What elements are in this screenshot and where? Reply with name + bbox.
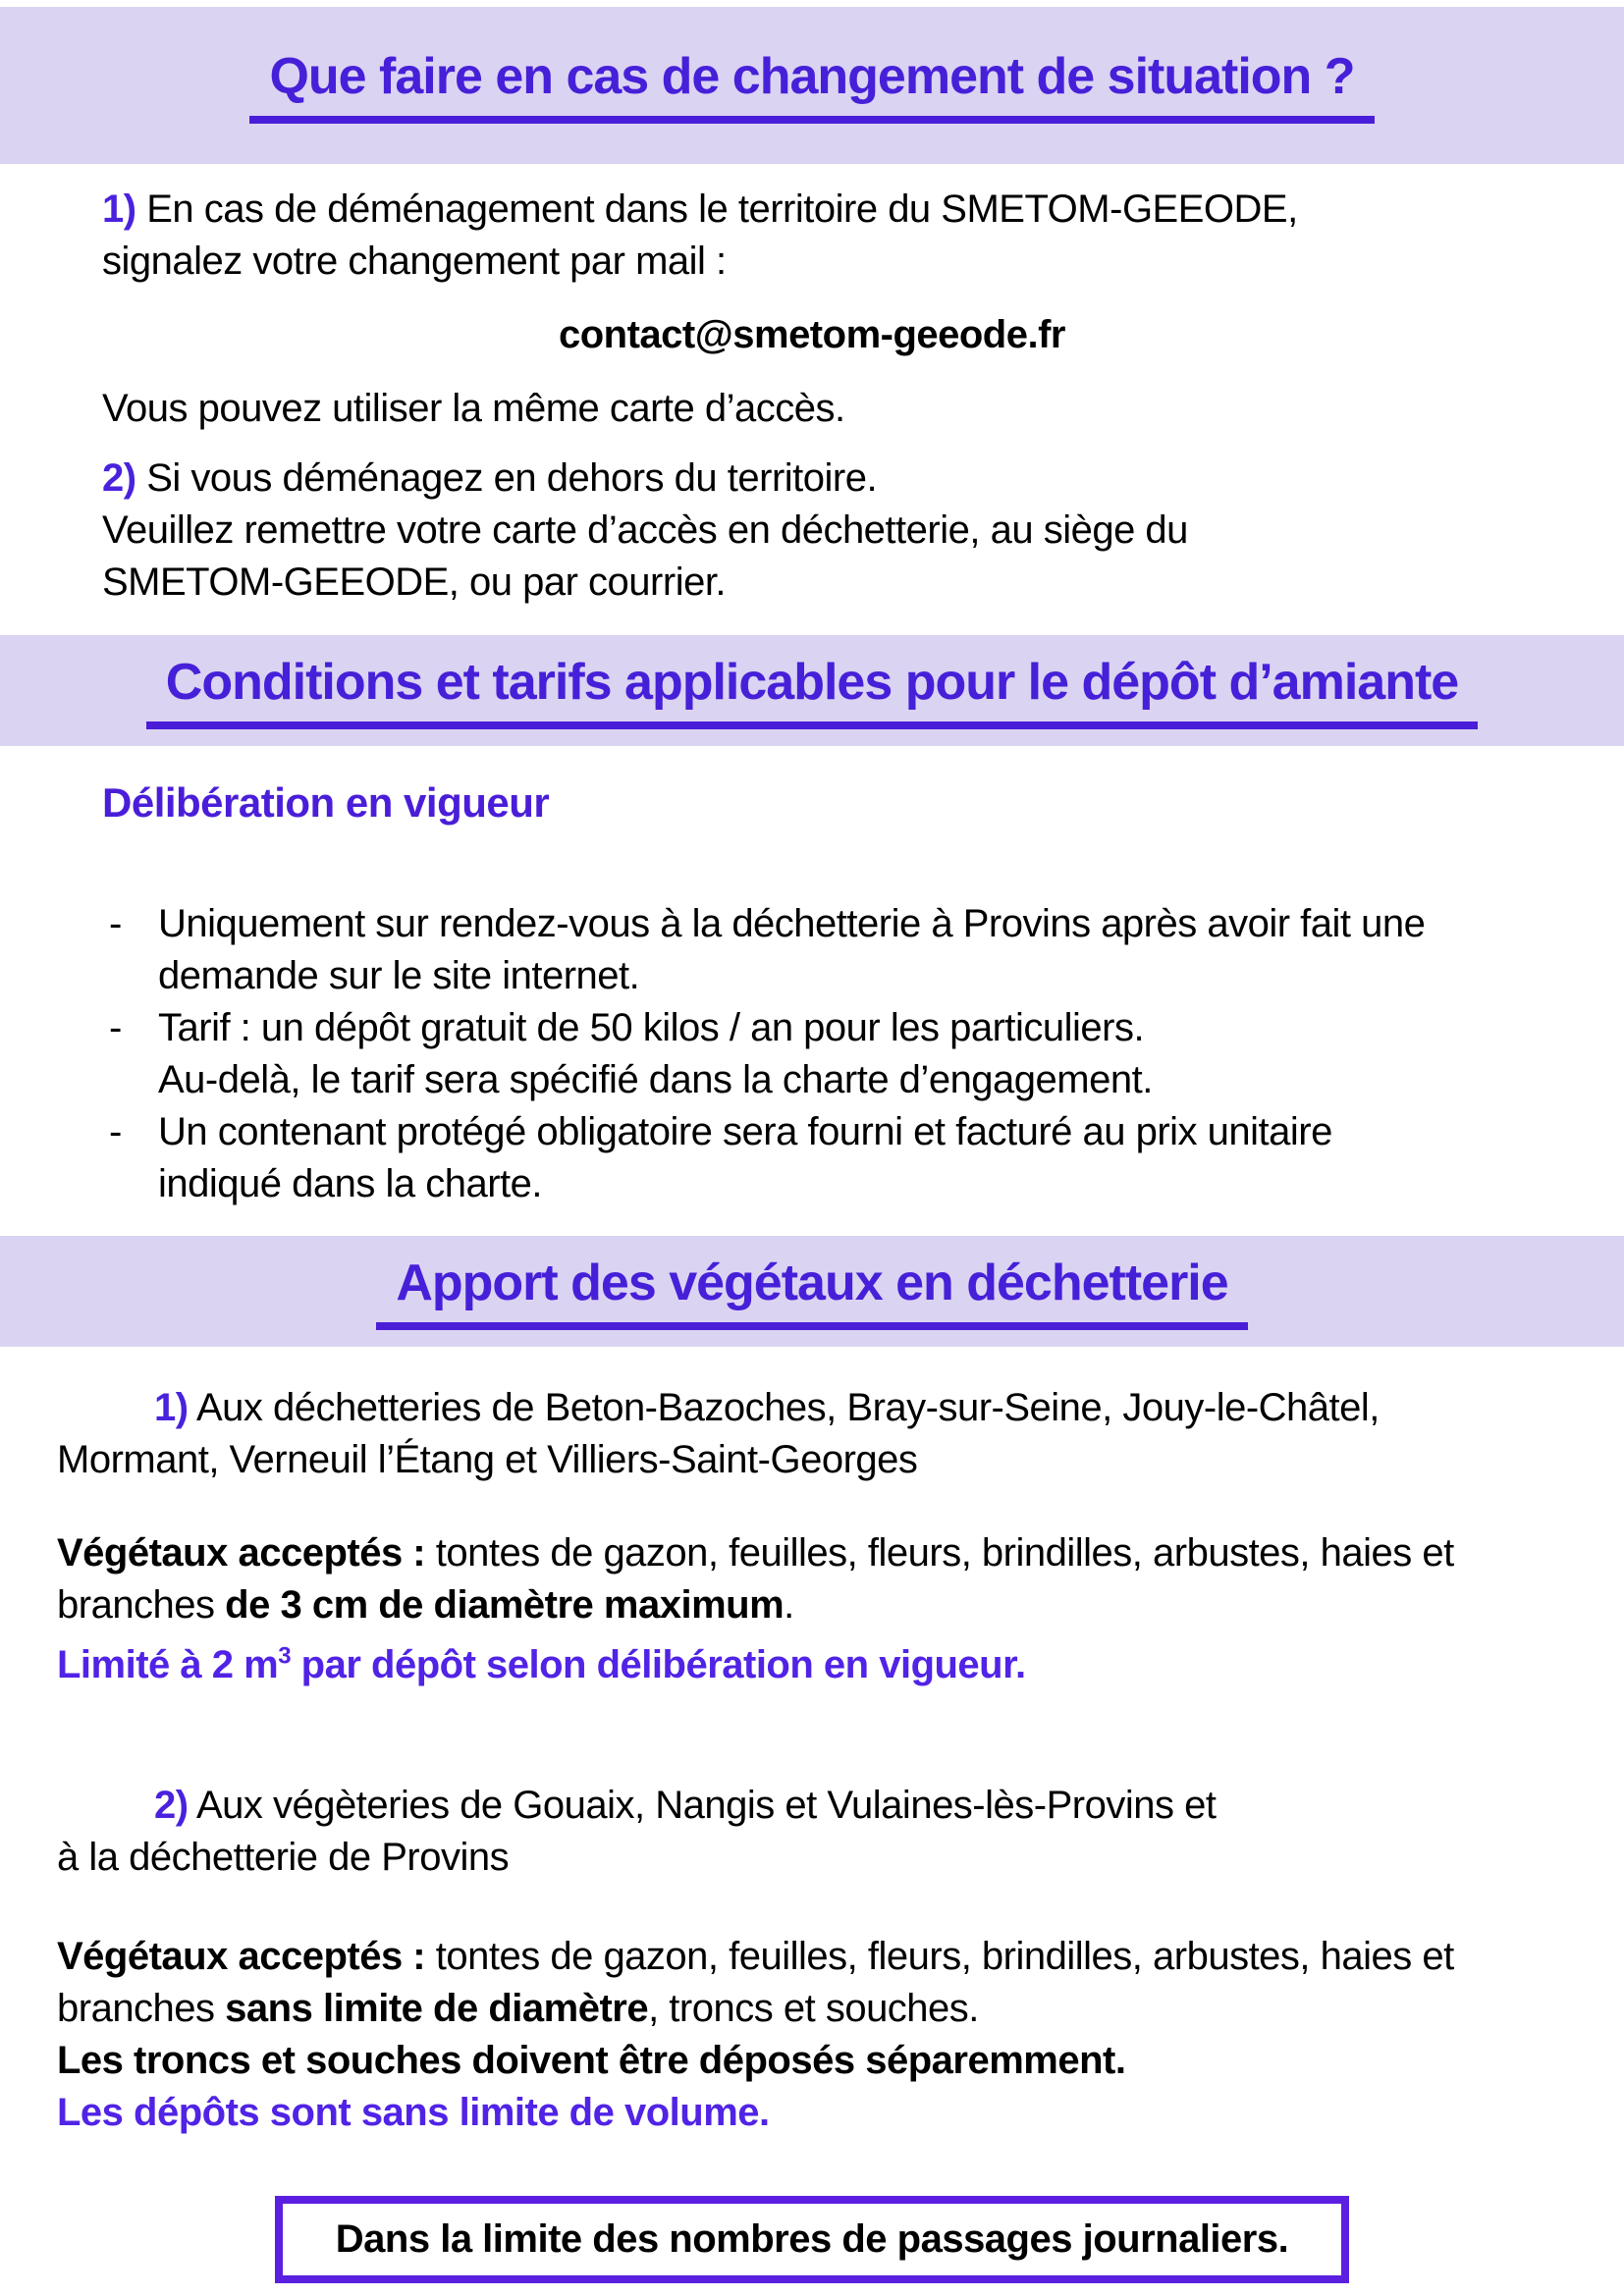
vegetaux-accepted1	[57, 1527, 1585, 1631]
vegetaux-accepted1-period: .	[784, 1583, 794, 1627]
same-card-note: Vous pouvez utiliser la même carte d’accès.	[102, 387, 845, 430]
situation-item2-number: 2)	[102, 456, 136, 500]
vegetaux-sites2-text: Aux végèteries de Gouaix, Nangis et Vulaines-lès-Provins et	[188, 1784, 1217, 1827]
amiante-bullet-list	[109, 898, 1624, 1210]
vegetaux-accepted1-diameter-rule: de 3 cm de diamètre maximum	[225, 1583, 785, 1627]
situation-item1-text: En cas de déménagement dans le territoire du SMETOM-GEEODE,	[135, 187, 1298, 231]
cubic-meter-exponent: 3	[278, 1642, 292, 1670]
vegetaux-separate-rule: Les troncs et souches doivent être déposés séparemment.	[57, 2039, 1126, 2082]
banner-amiante-title: Conditions et tarifs applicables pour le dépôt d’amiante	[146, 653, 1478, 729]
vegetaux-accepted1-line1	[57, 1527, 1585, 1579]
bullet-line: Un contenant protégé obligatoire sera fourni et facturé au prix unitaire	[158, 1110, 1332, 1153]
vegetaux-accepted1-line2	[57, 1579, 1585, 1631]
situation-item2-text: Si vous déménagez en dehors du territoire.	[135, 456, 878, 500]
contact-email: contact@smetom-geeode.fr	[559, 313, 1065, 356]
situation-item2-line1	[102, 453, 1522, 505]
bullet-text	[158, 898, 1425, 1002]
vegetaux-accepted2-line2	[57, 1983, 1585, 2035]
situation-item2-line2: Veuillez remettre votre carte d’accès en déchetterie, au siège du	[102, 508, 1188, 552]
bullet-dash: -	[109, 1006, 122, 1049]
vegetaux-sites1-line1	[57, 1382, 1585, 1434]
vegetaux-accepted1-label: Végétaux acceptés :	[57, 1531, 426, 1575]
bullet-line: indiqué dans la charte.	[158, 1162, 542, 1205]
vegetaux-accepted2-line1	[57, 1931, 1585, 1983]
vegetaux-sites1-text: Aux déchetteries de Beton-Bazoches, Bray-sur-Seine, Jouy-le-Châtel,	[188, 1386, 1380, 1429]
vegetaux-sites1-number: 1)	[154, 1386, 189, 1429]
vegetaux-sites2-number: 2)	[154, 1784, 189, 1827]
section-situation	[0, 184, 1624, 609]
situation-item1-line1	[102, 184, 1522, 236]
banner-situation-title: Que faire en cas de changement de situation ?	[249, 47, 1374, 124]
banner-vegetaux	[0, 1236, 1624, 1347]
limit-text-end: par dépôt selon délibération en vigueur.	[291, 1643, 1026, 1686]
vegetaux-sites2-line2: à la déchetterie de Provins	[57, 1836, 510, 1879]
vegetaux-accepted2	[57, 1931, 1585, 2139]
vegetaux-accepted2-rest: , troncs et souches.	[648, 1987, 979, 2030]
list-item	[109, 1002, 1624, 1106]
banner-vegetaux-title: Apport des végétaux en déchetterie	[376, 1254, 1247, 1330]
vegetaux-volume-limit-note	[57, 1639, 1585, 1691]
bullet-text	[158, 1002, 1153, 1106]
situation-item1-number: 1)	[102, 187, 136, 231]
vegetaux-sites1-line2: Mormant, Verneuil l’Étang et Villiers-Saint-Georges	[57, 1438, 918, 1481]
situation-item1-line2: signalez votre changement par mail :	[102, 240, 727, 283]
list-item	[109, 1106, 1624, 1210]
bullet-dash: -	[109, 1110, 122, 1153]
vegetaux-accepted2-diameter-rule: sans limite de diamètre	[225, 1987, 649, 2030]
bullet-text	[158, 1106, 1332, 1210]
section-vegetaux	[0, 1382, 1624, 2139]
limit-text-start: Limité à 2 m	[57, 1643, 279, 1686]
vegetaux-accepted1-list: tontes de gazon, feuilles, fleurs, brindilles, arbustes, haies et	[425, 1531, 1454, 1575]
vegetaux-no-volume-limit: Les dépôts sont sans limite de volume.	[57, 2091, 770, 2134]
vegetaux-sites1	[57, 1382, 1585, 1486]
daily-passage-limit-box	[275, 2196, 1349, 2283]
vegetaux-sites2	[57, 1780, 1585, 1884]
vegetaux-sites2-line1	[57, 1780, 1585, 1832]
daily-passage-limit-text: Dans la limite des nombres de passages journaliers.	[335, 2217, 1289, 2261]
list-item	[109, 898, 1624, 1002]
vegetaux-accepted2-list: tontes de gazon, feuilles, fleurs, brindilles, arbustes, haies et	[425, 1935, 1454, 1978]
vegetaux-accepted2-branches: branches	[57, 1987, 226, 2030]
bullet-dash: -	[109, 902, 122, 945]
bullet-line: Tarif : un dépôt gratuit de 50 kilos / an pour les particuliers.	[158, 1006, 1145, 1049]
vegetaux-accepted1-branches: branches	[57, 1583, 226, 1627]
vegetaux-accepted2-label: Végétaux acceptés :	[57, 1935, 426, 1978]
banner-amiante	[0, 635, 1624, 746]
situation-item2-line3: SMETOM-GEEODE, ou par courrier.	[102, 561, 727, 604]
bullet-line: demande sur le site internet.	[158, 954, 640, 997]
bullet-line: Uniquement sur rendez-vous à la déchetterie à Provins après avoir fait une	[158, 902, 1426, 945]
deliberation-subtitle: Délibération en vigueur	[102, 779, 550, 826]
bullet-line: Au-delà, le tarif sera spécifié dans la charte d’engagement.	[158, 1058, 1153, 1101]
banner-situation	[0, 7, 1624, 164]
